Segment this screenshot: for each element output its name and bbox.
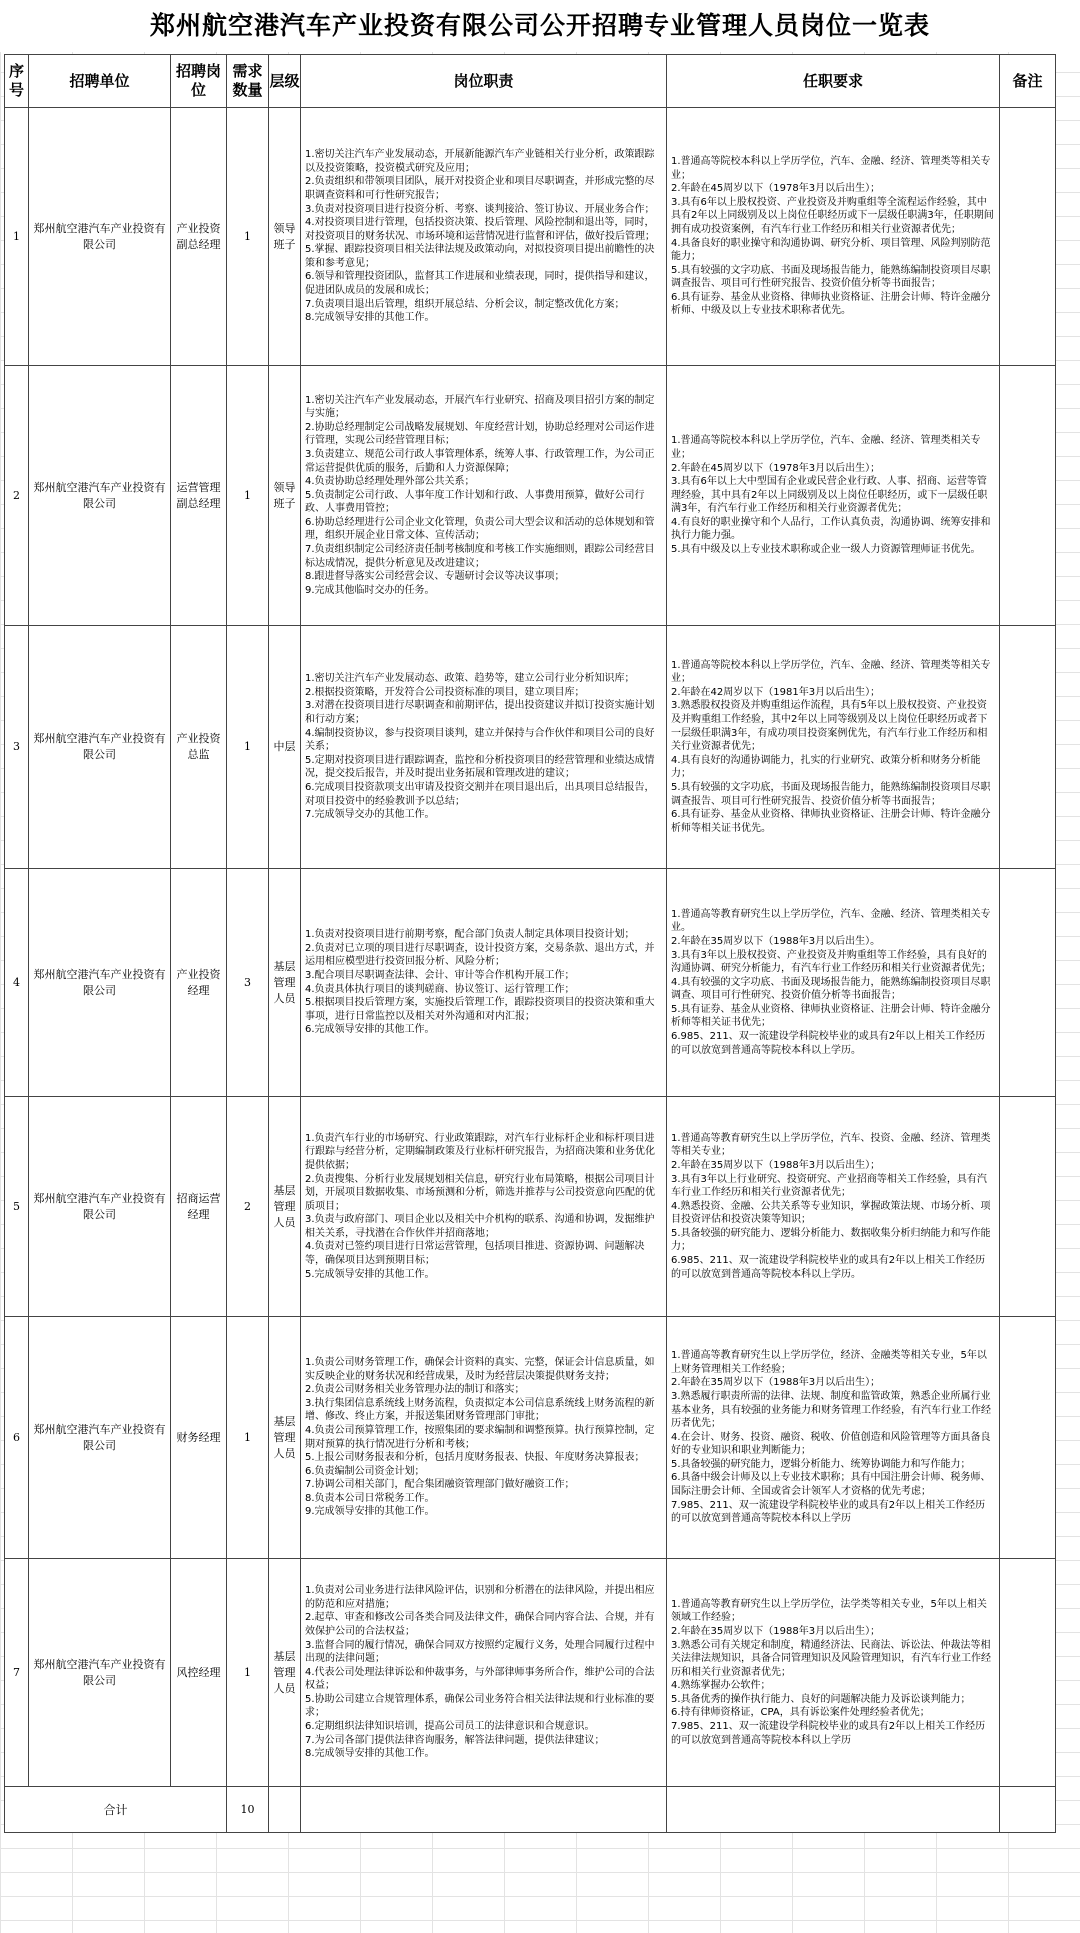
duties-line: 1.密切关注汽车产业发展动态，开展汽车行业研究、招商及项目招引方案的制定与实施； — [305, 394, 655, 420]
duties-line: 2.负责搜集、分析行业发展规划相关信息，研究行业布局策略，根据公司项目计划，开展项目数据收集、市场预测和分析，筛选并推荐与公司投资意向匹配的优质项目； — [305, 1173, 655, 1212]
duties-line: 4.负责具体执行项目的谈判磋商、协议签订、运行管理工作； — [305, 983, 575, 995]
duties-line: 8.跟进督导落实公司经营会议、专题研讨会议等决议事项； — [305, 571, 565, 583]
duties-line: 4.负责公司预算管理工作，按照集团的要求编制和调整预算。执行预算控制，定期对预算的执行情况进行分析和考核； — [305, 1424, 655, 1450]
duties-line: 2.负责对已立项的项目进行尽职调查，设计投资方案，交易条款、退出方式，并运用相应模型进行投资回报分析、风险分析； — [305, 942, 655, 968]
row-seq: 7 — [5, 1559, 29, 1787]
requirements-line: 4.具有良好的沟通协调能力，扎实的行业研究、政策分析和财务分析能力； — [671, 754, 981, 780]
requirements-line: 5.具备较强的研究能力，逻辑分析能力、统筹协调能力和写作能力； — [671, 1458, 971, 1470]
row-requirements — [667, 366, 1000, 626]
row-requirements — [667, 1317, 1000, 1559]
total-label: 合计 — [5, 1787, 227, 1833]
row-duties — [301, 1097, 667, 1317]
requirements-line: 1.普通高等教育研究生以上学历学位，汽车、投资、金融、经济、管理类等相关专业； — [671, 1132, 991, 1158]
requirements-line: 4.具有较强的文字功底、书面及现场报告能力，能熟练编制投资项目尽职调查、项目可行性研究、投资价值分析等书面报告； — [671, 976, 991, 1002]
requirements-line: 2.年龄在45周岁以下（1978年3月以后出生）； — [671, 183, 881, 195]
row-notes — [1000, 1317, 1056, 1559]
row-level: 基层管理人员 — [269, 869, 301, 1097]
total-notes-cell — [1000, 1787, 1056, 1833]
requirements-line: 2.年龄在45周岁以下（1978年3月以后出生）； — [671, 462, 881, 474]
duties-line: 1.负责公司财务管理工作，确保会计资料的真实、完整，保证会计信息质量，如实反映企业的财务状况和经营成果，及时为经营层决策提供财务支持； — [305, 1356, 655, 1382]
row-seq: 1 — [5, 108, 29, 366]
row-count: 1 — [227, 108, 269, 366]
duties-line: 1.负责对投资项目进行前期考察，配合部门负责人制定具体项目投资计划； — [305, 929, 635, 941]
requirements-line: 2.年龄在35周岁以下（1988年3月以后出生）。 — [671, 935, 881, 947]
requirements-line: 4.具备良好的职业操守和沟通协调、研究分析、项目管理、风险判别防范能力； — [671, 237, 991, 263]
duties-line: 5.根据项目投后管理方案，实施投后管理工作，跟踪投资项目的投资决策和重大事项，进行日常监控以及相关对外沟通和对内汇报； — [305, 997, 655, 1022]
requirements-line: 5.具有较强的文字功底，书面及现场报告能力，能熟练编制投资项目尽职调查报告、项目可行性研究报告、投资价值分析等书面报告； — [671, 781, 991, 807]
row-level: 中层 — [269, 626, 301, 869]
requirements-line: 5.具有证券、基金从业资格、律师执业资格证、注册会计师、特许金融分析师等相关证书优先； — [671, 1003, 991, 1029]
requirements-line: 5.具备较强的研究能力、逻辑分析能力、数据收集分析归纳能力和写作能力； — [671, 1227, 991, 1253]
row-seq: 2 — [5, 366, 29, 626]
row-unit: 郑州航空港汽车产业投资有限公司 — [29, 1317, 171, 1559]
duties-line: 8.完成领导安排的其他工作。 — [305, 1748, 435, 1760]
row-level: 领导班子 — [269, 108, 301, 366]
row-level: 领导班子 — [269, 366, 301, 626]
requirements-line: 3.熟悉股权投资及并购重组运作流程，具有5年以上股权投资、产业投资及并购重组工作经验，其中2年以上同等级别及以上岗位任职经历或者下一层级任职满3年，有成功项目投资案例优先，有汽车行业工作经历和相关行业资源者优先； — [671, 700, 988, 753]
row-seq: 5 — [5, 1097, 29, 1317]
positions-table — [4, 54, 1056, 1833]
requirements-line: 3.熟悉公司有关规定和制度，精通经济法、民商法、诉讼法、仲裁法等相关法律法规知识，具备合同管理知识及风险管理知识，有汽车行业工作经历和相关行业资源者优先； — [671, 1639, 991, 1678]
duties-line: 2.根据投资策略，开发符合公司投资标准的项目，建立项目库； — [305, 686, 585, 698]
header-seq: 序号 — [5, 55, 29, 108]
row-notes — [1000, 869, 1056, 1097]
header-duties: 岗位职责 — [301, 55, 667, 108]
duties-line: 3.监督合同的履行情况，确保合同双方按照约定履行义务，处理合同履行过程中出现的法律问题； — [305, 1639, 655, 1665]
requirements-line: 4.熟悉投资、金融、公共关系等专业知识，掌握政策法规、市场分析、项目投资评估和投资决策等知识； — [671, 1200, 991, 1226]
duties-line: 2.负责公司财务相关业务管理办法的制订和落实； — [305, 1384, 525, 1396]
table-row — [5, 1317, 1056, 1559]
row-seq: 6 — [5, 1317, 29, 1559]
row-count: 1 — [227, 1317, 269, 1559]
total-level-cell — [269, 1787, 301, 1833]
row-seq: 3 — [5, 626, 29, 869]
duties-line: 6.定期组织法律知识培训，提高公司员工的法律意识和合规意识。 — [305, 1721, 595, 1733]
duties-line: 5.完成领导安排的其他工作。 — [305, 1268, 435, 1280]
table-row — [5, 366, 1056, 626]
requirements-line: 1.普通高等院校本科以上学历学位，汽车、金融、经济、管理类等相关专业； — [671, 155, 991, 181]
duties-line: 5.定期对投资项目进行跟踪调查，监控和分析投资项目的经营管理和业绩达成情况，提交投后报告，并及时提出业务拓展和管理改进的建议； — [305, 754, 655, 780]
row-unit: 郑州航空港汽车产业投资有限公司 — [29, 626, 171, 869]
requirements-line: 6.具有证券、基金从业资格、律师执业资格证、注册会计师、特许金融分析师等相关证书优先。 — [671, 809, 991, 834]
row-requirements — [667, 1097, 1000, 1317]
row-count: 3 — [227, 869, 269, 1097]
duties-line: 7.完成领导交办的其他工作。 — [305, 809, 435, 821]
duties-line: 3.对潜在投资项目进行尽职调查和前期评估，提出投资建议并拟订投资实施计划和行动方案； — [305, 700, 655, 726]
duties-line: 6.负责编制公司资金计划； — [305, 1465, 425, 1477]
requirements-line: 2.年龄在35周岁以下（1988年3月以后出生）； — [671, 1377, 881, 1389]
requirements-line: 1.普通高等教育研究生以上学历学位，经济、金融类等相关专业，5年以上财务管理相关工作经验； — [671, 1350, 987, 1375]
duties-line: 5.掌握、跟踪投资项目相关法律法规及政策动向，对拟投资项目提出前瞻性的决策和参考意见； — [305, 244, 655, 269]
requirements-line: 1.普通高等院校本科以上学历学位，汽车、金融、经济、管理类等相关专业； — [671, 659, 991, 685]
table-header-row — [5, 55, 1056, 108]
requirements-line: 3.具有6年以上大中型国有企业或民营企业行政、人事、招商、运营等管理经验，其中具有2年以上同级别及以上岗位任职经历，或下一层级任职满3年，有汽车行业工作经历和相关行业资源者优先； — [671, 476, 988, 515]
table-row — [5, 869, 1056, 1097]
duties-line: 9.完成其他临时交办的任务。 — [305, 584, 435, 596]
requirements-line: 3.具有6年以上股权投资、产业投资及并购重组等全流程运作经验，其中具有2年以上同级别及以上岗位任职经历或下一层级任职满3年，任职期间拥有成功投资案例，有汽车行业工作经历和相关行业资源者优先； — [671, 196, 994, 235]
requirements-line: 3.具有3年以上股权投资、产业投资及并购重组等工作经验，具有良好的沟通协调、研究分析能力，有汽车行业工作经历和相关行业资源者优先； — [671, 949, 991, 975]
header-notes: 备注 — [1000, 55, 1056, 108]
duties-line: 2.起草、审查和修改公司各类合同及法律文件，确保合同内容合法、合规，并有效保护公司的合法权益； — [305, 1612, 655, 1637]
row-unit: 郑州航空港汽车产业投资有限公司 — [29, 108, 171, 366]
row-position: 招商运营经理 — [171, 1097, 227, 1317]
row-level: 基层管理人员 — [269, 1559, 301, 1787]
row-notes — [1000, 366, 1056, 626]
row-position: 运营管理副总经理 — [171, 366, 227, 626]
table-row — [5, 1097, 1056, 1317]
requirements-line: 1.普通高等教育研究生以上学历学位，法学类等相关专业，5年以上相关领域工作经验； — [671, 1598, 987, 1624]
row-count: 1 — [227, 366, 269, 626]
duties-line: 4.对投资项目进行管理，包括投资决策、投后管理、风险控制和退出等，同时，对投资项目的财务状况、市场环境和运营情况进行监督和评估，做好投后管理； — [305, 217, 655, 242]
requirements-line: 2.年龄在42周岁以下（1981年3月以后出生）； — [671, 686, 881, 698]
duties-line: 8.完成领导安排的其他工作。 — [305, 312, 435, 324]
header-level: 层级 — [269, 55, 301, 108]
row-position: 财务经理 — [171, 1317, 227, 1559]
row-notes — [1000, 626, 1056, 869]
requirements-line: 2.年龄在35周岁以下（1988年3月以后出生）； — [671, 1625, 881, 1637]
duties-line: 3.配合项目尽职调查法律、会计、审计等合作机构开展工作； — [305, 969, 575, 981]
row-seq: 4 — [5, 869, 29, 1097]
duties-line: 6.领导和管理投资团队，监督其工作进展和业绩表现，同时，提供指导和建议，促进团队成员的发展和成长； — [305, 271, 655, 297]
row-unit: 郑州航空港汽车产业投资有限公司 — [29, 1097, 171, 1317]
duties-line: 5.上报公司财务报表和分析，包括月度财务报表、快报、年度财务决算报表； — [305, 1452, 645, 1464]
duties-line: 3.负责与政府部门、项目企业以及相关中介机构的联系、沟通和协调，发掘维护相关关系，寻找潜在合作伙伴并招商落地； — [305, 1214, 655, 1239]
row-notes — [1000, 1097, 1056, 1317]
requirements-line: 5.具有较强的文字功底、书面及现场报告能力，能熟练编制投资项目尽职调查报告、项目可行性研究报告、投资价值分析等书面报告； — [671, 264, 991, 290]
duties-line: 8.负责本公司日常税务工作。 — [305, 1492, 435, 1504]
duties-line: 5.负责制定公司行政、人事年度工作计划和行政、人事费用预算，做好公司行政、人事费用管控； — [305, 489, 645, 515]
requirements-line: 3.熟悉履行职责所需的法律、法规、制度和监管政策，熟悉企业所属行业基本业务，具有较强的业务能力和财务管理工作经验，有汽车行业工作经历者优先； — [671, 1390, 991, 1430]
duties-line: 1.负责对公司业务进行法律风险评估，识别和分析潜在的法律风险，并提出相应的防范和应对措施； — [305, 1585, 655, 1610]
duties-line: 4.代表公司处理法律诉讼和仲裁事务，与外部律师事务所合作，维护公司的合法权益； — [305, 1666, 655, 1692]
row-level: 基层管理人员 — [269, 1097, 301, 1317]
duties-line: 1.负责汽车行业的市场研究、行业政策跟踪，对汽车行业标杆企业和标杆项目进行跟踪与经营分析，定期编制政策及行业标杆研究报告，为招商决策和业务优化提供依据； — [305, 1132, 655, 1171]
row-unit: 郑州航空港汽车产业投资有限公司 — [29, 1559, 171, 1787]
row-level: 基层管理人员 — [269, 1317, 301, 1559]
row-requirements — [667, 1559, 1000, 1787]
total-count: 10 — [227, 1787, 269, 1833]
requirements-line: 1.普通高等教育研究生以上学历学位，汽车、金融、经济、管理类相关专业。 — [671, 908, 991, 934]
requirements-line: 6.985、211、双一流建设学科院校毕业的或具有2年以上相关工作经历的可以放宽到普通高等院校本科以上学历。 — [671, 1255, 986, 1280]
duties-line: 4.负责对已签约项目进行日常运营管理，包括项目推进、资源协调、问题解决等，确保项目达到预期目标； — [305, 1241, 645, 1267]
row-duties — [301, 626, 667, 869]
row-duties — [301, 1559, 667, 1787]
duties-line: 7.负责项目退出后管理，组织开展总结、分析会议，制定整改优化方案； — [305, 298, 625, 310]
row-requirements — [667, 108, 1000, 366]
row-duties — [301, 108, 667, 366]
duties-line: 3.负责建立、规范公司行政人事管理体系，统筹人事、行政管理工作，为公司正常运营提供优质的服务，后勤和人力资源保障； — [305, 448, 655, 474]
table-row — [5, 626, 1056, 869]
requirements-line: 5.具备优秀的操作执行能力、良好的问题解决能力及诉讼谈判能力； — [671, 1693, 971, 1705]
duties-line: 7.为公司各部门提供法律咨询服务，解答法律问题，提供法律建议； — [305, 1734, 605, 1746]
row-unit: 郑州航空港汽车产业投资有限公司 — [29, 366, 171, 626]
duties-line: 6.协助总经理进行公司企业文化管理，负责公司大型会议和活动的总体规划和管理，组织开展企业日常文体、宣传活动； — [305, 516, 655, 542]
requirements-line: 4.熟练掌握办公软件； — [671, 1680, 771, 1692]
requirements-line: 2.年龄在35周岁以下（1988年3月以后出生）； — [671, 1159, 881, 1171]
page-title: 郑州航空港汽车产业投资有限公司公开招聘专业管理人员岗位一览表 — [0, 0, 1080, 52]
duties-line: 3.负责对投资项目进行投资分析、考察、谈判接洽、签订协议、开展业务合作； — [305, 203, 655, 215]
row-position: 产业投资副总经理 — [171, 108, 227, 366]
row-requirements — [667, 626, 1000, 869]
table-row — [5, 1559, 1056, 1787]
row-duties — [301, 1317, 667, 1559]
row-count: 1 — [227, 1559, 269, 1787]
duties-line: 6.完成项目投资款项支出审请及投资交割并在项目退出后，出具项目总结报告，对项目投资中的经验教训予以总结； — [305, 781, 655, 807]
total-duties-cell — [301, 1787, 667, 1833]
duties-line: 1.密切关注汽车产业发展动态、政策、趋势等，建立公司行业分析知识库； — [305, 673, 635, 685]
row-count: 1 — [227, 626, 269, 869]
requirements-line: 7.985、211、双一流建设学科院校毕业的或具有2年以上相关工作经历的可以放宽到普通高等院校本科以上学历 — [671, 1499, 986, 1525]
total-row — [5, 1787, 1056, 1833]
total-requirements-cell — [667, 1787, 1000, 1833]
duties-line: 2.负责组织和带领项目团队，展开对投资企业和项目尽职调查，并形成完整的尽职调查资料和可行性研究报告； — [305, 176, 655, 201]
requirements-line: 4.在会计、财务、投资、融资、税收、价值创造和风险管理等方面具备良好的专业知识和职业判断能力； — [671, 1431, 991, 1457]
requirements-line: 3.具有3年以上行业研究、投资研究、产业招商等相关工作经验，具有汽车行业工作经历和相关行业资源者优先； — [671, 1173, 987, 1199]
requirements-line: 1.普通高等院校本科以上学历学位，汽车、金融、经济、管理类相关专业； — [671, 435, 981, 460]
duties-line: 5.协助公司建立合规管理体系，确保公司业务符合相关法律法规和行业标准的要求； — [305, 1693, 655, 1719]
row-duties — [301, 366, 667, 626]
row-notes — [1000, 1559, 1056, 1787]
row-duties — [301, 869, 667, 1097]
row-position: 产业投资经理 — [171, 869, 227, 1097]
header-unit: 招聘单位 — [29, 55, 171, 108]
requirements-line: 6.具备中级会计师及以上专业技术职称；具有中国注册会计师、税务师、国际注册会计师、全国或省会计领军人才资格的优先考虑； — [671, 1472, 991, 1498]
requirements-line: 4.有良好的职业操守和个人品行，工作认真负责，沟通协调、统筹安排和执行力能力强。 — [671, 516, 991, 542]
row-position: 产业投资总监 — [171, 626, 227, 869]
duties-line: 7.协调公司相关部门，配合集团融资管理部门做好融资工作； — [305, 1479, 575, 1491]
duties-line: 4.负责协助总经理处理外部公共关系； — [305, 476, 475, 488]
requirements-line: 5.具有中级及以上专业技术职称或企业一级人力资源管理师证书优先。 — [671, 544, 981, 556]
header-count: 需求数量 — [227, 55, 269, 108]
row-position: 风控经理 — [171, 1559, 227, 1787]
header-position: 招聘岗位 — [171, 55, 227, 108]
requirements-line: 6.985、211、双一流建设学科院校毕业的或具有2年以上相关工作经历的可以放宽到普通高等院校本科以上学历。 — [671, 1031, 986, 1056]
row-unit: 郑州航空港汽车产业投资有限公司 — [29, 869, 171, 1097]
duties-line: 1.密切关注汽车产业发展动态，开展新能源汽车产业链相关行业分析，政策跟踪以及投资策略，投资模式研究及应用； — [305, 149, 655, 174]
row-requirements — [667, 869, 1000, 1097]
header-requirements: 任职要求 — [667, 55, 1000, 108]
requirements-line: 6.持有律师资格证，CPA，具有诉讼案件处理经验者优先； — [671, 1707, 930, 1719]
requirements-line: 6.具有证券、基金从业资格、律师执业资格证、注册会计师、特许金融分析师、中级及以上专业技术职称者优先。 — [671, 291, 991, 317]
duties-line: 4.编制投资协议，参与投资项目谈判，建立并保持与合作伙伴和项目公司的良好关系； — [305, 727, 655, 753]
requirements-line: 7.985、211、双一流建设学科院校毕业的或具有2年以上相关工作经历的可以放宽到普通高等院校本科以上学历 — [671, 1721, 986, 1746]
duties-line: 2.协助总经理制定公司战略发展规划、年度经营计划，协助总经理对公司运作进行管理，实现公司经营管理目标； — [305, 421, 655, 447]
table-row — [5, 108, 1056, 366]
duties-line: 6.完成领导安排的其他工作。 — [305, 1024, 435, 1036]
duties-line: 3.执行集团信息系统线上财务流程，负责拟定本公司信息系统线上财务流程的新增、修改、终止方案，并报送集团财务管理部门审批； — [305, 1397, 655, 1423]
row-notes — [1000, 108, 1056, 366]
duties-line: 9.完成领导安排的其他工作。 — [305, 1506, 435, 1518]
row-count: 2 — [227, 1097, 269, 1317]
duties-line: 7.负责组织制定公司经济责任制考核制度和考核工作实施细则，跟踪公司经营目标达成情况，提供分析意见及改进建议； — [305, 544, 655, 569]
